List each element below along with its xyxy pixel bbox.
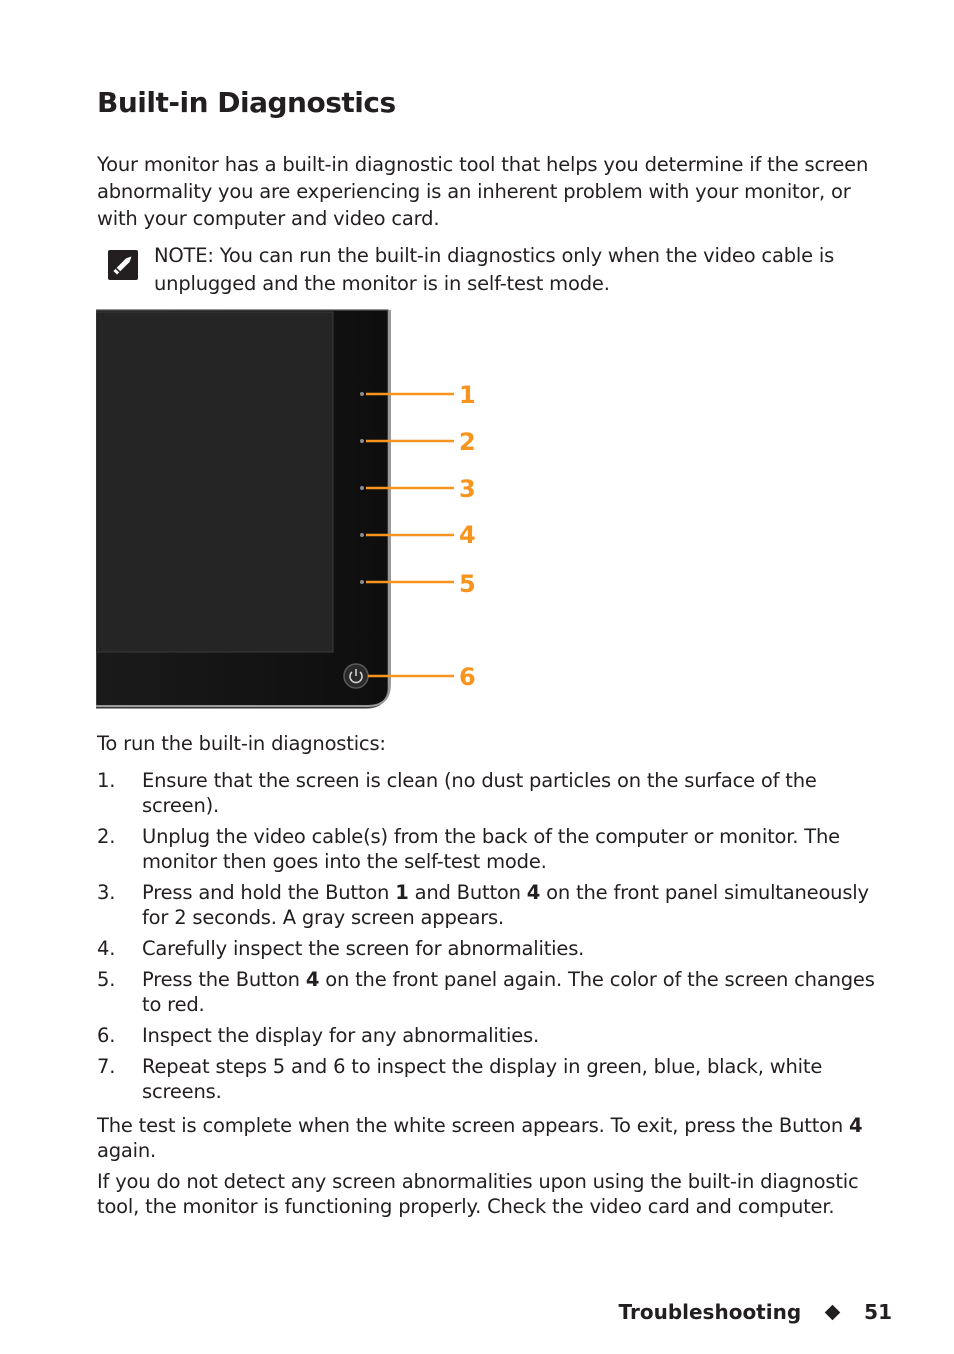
note-pencil-icon bbox=[107, 249, 139, 281]
step-5: 5. Press the Button 4 on the front panel again. The color of the screen changes to red. bbox=[97, 968, 875, 1016]
step-2: 2. Unplug the video cable(s) from the back of the computer or monitor. The monitor then goes into the self-test mode. bbox=[97, 825, 840, 873]
step-7: 7. Repeat steps 5 and 6 to inspect the display in green, blue, black, white screens. bbox=[97, 1055, 823, 1103]
step-6: 6. Inspect the display for any abnormalities. bbox=[97, 1024, 539, 1047]
button-ref: 1 bbox=[395, 881, 409, 904]
page-footer bbox=[619, 1300, 892, 1324]
steps-lead: To run the built-in diagnostics: bbox=[97, 732, 386, 755]
completion-paragraph: The test is complete when the white screen appears. To exit, press the Button 4 again. bbox=[97, 1114, 863, 1162]
step-4: 4. Carefully inspect the screen for abnormalities. bbox=[97, 937, 585, 960]
footer-section: Troubleshooting bbox=[618, 1300, 802, 1324]
steps-list bbox=[97, 768, 897, 1104]
button-ref: 4 bbox=[305, 968, 320, 991]
callout-3: 3 bbox=[459, 475, 476, 503]
callout-2: 2 bbox=[459, 428, 476, 456]
page-number: 51 bbox=[864, 1300, 892, 1324]
step-1: 1. Ensure that the screen is clean (no dust particles on the surface of the screen). bbox=[97, 769, 817, 817]
diamond-icon bbox=[825, 1304, 841, 1320]
callout-4: 4 bbox=[459, 521, 476, 549]
note-body: You can run the built-in diagnostics only when the video cable is unplugged and the monitor is in self-test mode. bbox=[154, 244, 835, 295]
button-ref: 4 bbox=[526, 881, 541, 904]
callout-1: 1 bbox=[459, 381, 476, 409]
note-label: NOTE: bbox=[154, 244, 214, 267]
monitor-front-panel-figure bbox=[96, 308, 496, 712]
button-ref: 4 bbox=[849, 1114, 863, 1137]
note-text bbox=[154, 242, 894, 298]
intro-paragraph: Your monitor has a built-in diagnostic tool that helps you determine if the screen abnormality you are experiencing is an inherent problem with your monitor, or with your computer and video card. bbox=[97, 153, 869, 230]
callout-5: 5 bbox=[459, 570, 476, 598]
callout-6: 6 bbox=[459, 663, 476, 691]
step-3: 3. Press and hold the Button 1 and Button 4 on the front panel simultaneously for 2 seconds. A gray screen appears. bbox=[97, 881, 869, 929]
closing-paragraph: If you do not detect any screen abnormalities upon using the built-in diagnostic tool, the monitor is functioning properly. Check the video card and computer. bbox=[97, 1170, 859, 1218]
page-title: Built-in Diagnostics bbox=[97, 86, 396, 119]
